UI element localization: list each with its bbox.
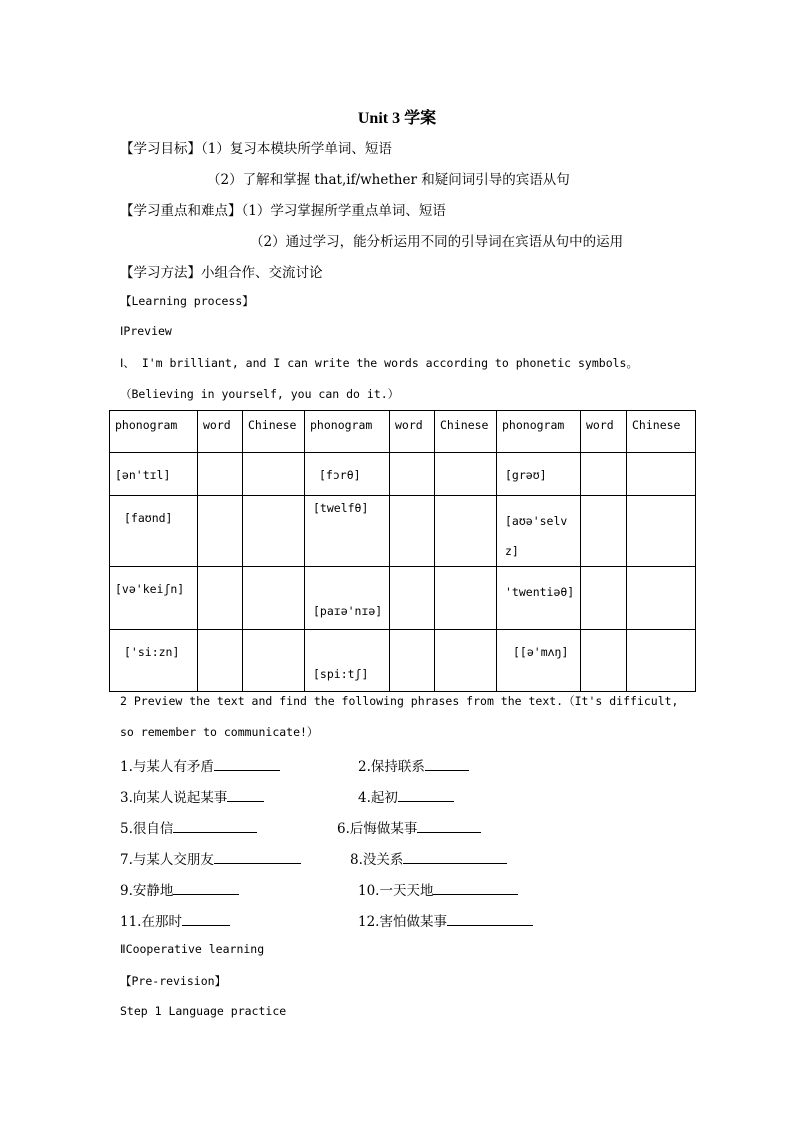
phrase-text: 11.在那时: [120, 914, 182, 930]
phrase-item: [120, 786, 264, 806]
phrase-item: [350, 848, 507, 868]
answer-blank[interactable]: [227, 788, 264, 802]
chinese-answer-cell[interactable]: [627, 453, 696, 496]
phonogram-cell: [twelfθ]: [305, 496, 390, 567]
phrase-item: [337, 817, 481, 837]
word-answer-cell[interactable]: [390, 630, 435, 692]
word-answer-cell[interactable]: [390, 496, 435, 567]
phonogram-cell: [və'keiʃn]: [110, 567, 198, 630]
header-word: word: [390, 411, 435, 453]
chinese-answer-cell[interactable]: [243, 496, 305, 567]
phonogram-cell: [[ə'mʌŋ]: [497, 630, 581, 692]
task-1-note: （Believing in yourself, you can do it.）: [120, 387, 400, 401]
phrase-item: [358, 755, 469, 775]
header-chinese: Chinese: [243, 411, 305, 453]
answer-blank[interactable]: [417, 819, 481, 833]
chinese-answer-cell[interactable]: [627, 496, 696, 567]
answer-blank[interactable]: [173, 881, 239, 895]
word-answer-cell[interactable]: [198, 453, 243, 496]
word-answer-cell[interactable]: [581, 567, 627, 630]
word-answer-cell[interactable]: [390, 567, 435, 630]
key-points-item-1: （1）学习掌握所学重点单词、短语: [241, 203, 446, 219]
answer-blank[interactable]: [403, 850, 507, 864]
answer-blank[interactable]: [182, 912, 230, 926]
learning-process-heading: 【Learning process】: [120, 294, 254, 308]
table-header-row: [110, 411, 696, 453]
task-2-instruction: 2 Preview the text and find the following phrases from the text.（It's difficult,: [120, 694, 679, 708]
phrase-text: 7.与某人交朋友: [120, 852, 214, 868]
key-points-item-2: （2）通过学习，能分析运用不同的引导词在宾语从句中的运用: [250, 234, 624, 250]
pre-revision-heading: 【Pre-revision】: [120, 974, 227, 988]
phrase-item: [120, 879, 239, 899]
table-row: [110, 567, 696, 630]
chinese-answer-cell[interactable]: [243, 453, 305, 496]
header-chinese: Chinese: [627, 411, 696, 453]
objectives-item-2: （2）了解和掌握 that,if/whether 和疑问词引导的宾语从句: [207, 172, 570, 188]
header-word: word: [581, 411, 627, 453]
cooperative-heading: ⅡCooperative learning: [120, 942, 265, 956]
task-2-note: so remember to communicate!）: [120, 725, 319, 739]
objectives-item-1: （1）复习本模块所学单词、短语: [201, 141, 392, 157]
phonogram-cell: [ən'tɪl]: [110, 453, 198, 496]
phrase-text: 5.很自信: [120, 821, 174, 837]
preview-heading: ⅠPreview: [120, 324, 172, 338]
objectives-line: [120, 137, 392, 157]
phrase-text: 8.没关系: [350, 852, 404, 868]
method-text: 小组合作、交流讨论: [201, 265, 323, 281]
answer-blank[interactable]: [433, 881, 518, 895]
chinese-answer-cell[interactable]: [243, 630, 305, 692]
answer-blank[interactable]: [214, 850, 301, 864]
phrase-item: [120, 755, 280, 775]
answer-blank[interactable]: [214, 757, 280, 771]
word-answer-cell[interactable]: [581, 630, 627, 692]
phrase-text: 4.起初: [358, 790, 398, 806]
method-line: [120, 261, 323, 281]
phrase-text: 12.害怕做某事: [358, 914, 447, 930]
phrase-text: 1.与某人有矛盾: [120, 759, 214, 775]
chinese-answer-cell[interactable]: [243, 567, 305, 630]
phrase-item: [358, 786, 454, 806]
header-chinese: Chinese: [435, 411, 497, 453]
phrase-item: [358, 910, 533, 930]
chinese-answer-cell[interactable]: [435, 496, 497, 567]
phonogram-cell: [spi:tʃ]: [305, 630, 390, 692]
header-phonogram: phonogram: [497, 411, 581, 453]
objectives-label: 【学习目标】: [120, 141, 201, 157]
key-points-line: [120, 199, 446, 219]
table-row: [110, 630, 696, 692]
header-word: word: [198, 411, 243, 453]
phrase-text: 3.向某人说起某事: [120, 790, 228, 806]
method-label: 【学习方法】: [120, 265, 201, 281]
phrase-item: [120, 848, 301, 868]
chinese-answer-cell[interactable]: [435, 567, 497, 630]
chinese-answer-cell[interactable]: [627, 567, 696, 630]
answer-blank[interactable]: [447, 912, 533, 926]
phonogram-cell: [grəʊ]: [497, 453, 581, 496]
answer-blank[interactable]: [173, 819, 257, 833]
answer-blank[interactable]: [398, 788, 454, 802]
phrase-item: [358, 879, 518, 899]
phonogram-cell: 'twentiəθ]: [497, 567, 581, 630]
key-points-label: 【学习重点和难点】: [120, 203, 242, 219]
phrase-text: 9.安静地: [120, 883, 174, 899]
phonetic-table: [109, 410, 696, 692]
phonogram-cell: [faʊnd]: [110, 496, 198, 567]
word-answer-cell[interactable]: [198, 496, 243, 567]
word-answer-cell[interactable]: [390, 453, 435, 496]
word-answer-cell[interactable]: [198, 630, 243, 692]
task-1-instruction: Ⅰ、 I'm brilliant, and I can write the words according to phonetic symbols。: [120, 356, 638, 370]
step-1-heading: Step 1 Language practice: [120, 1004, 287, 1018]
chinese-answer-cell[interactable]: [435, 453, 497, 496]
phrase-text: 10.一天天地: [358, 883, 434, 899]
page-title: Unit 3 学案: [357, 110, 437, 127]
table-row: [110, 496, 696, 567]
phrase-item: [120, 910, 230, 930]
word-answer-cell[interactable]: [581, 453, 627, 496]
header-phonogram: phonogram: [110, 411, 198, 453]
table-row: [110, 453, 696, 496]
phrase-item: [120, 817, 257, 837]
phonogram-cell: ['si:zn]: [110, 630, 198, 692]
chinese-answer-cell[interactable]: [627, 630, 696, 692]
phonogram-cell: [fɔrθ]: [305, 453, 390, 496]
phonogram-cell: [aʊə'selvz]: [497, 496, 581, 567]
answer-blank[interactable]: [425, 757, 469, 771]
phrase-text: 2.保持联系: [358, 759, 425, 775]
header-phonogram: phonogram: [305, 411, 390, 453]
chinese-answer-cell[interactable]: [435, 630, 497, 692]
phrase-text: 6.后悔做某事: [337, 821, 418, 837]
word-answer-cell[interactable]: [581, 496, 627, 567]
phonogram-cell: [paɪə'nɪə]: [305, 567, 390, 630]
word-answer-cell[interactable]: [198, 567, 243, 630]
